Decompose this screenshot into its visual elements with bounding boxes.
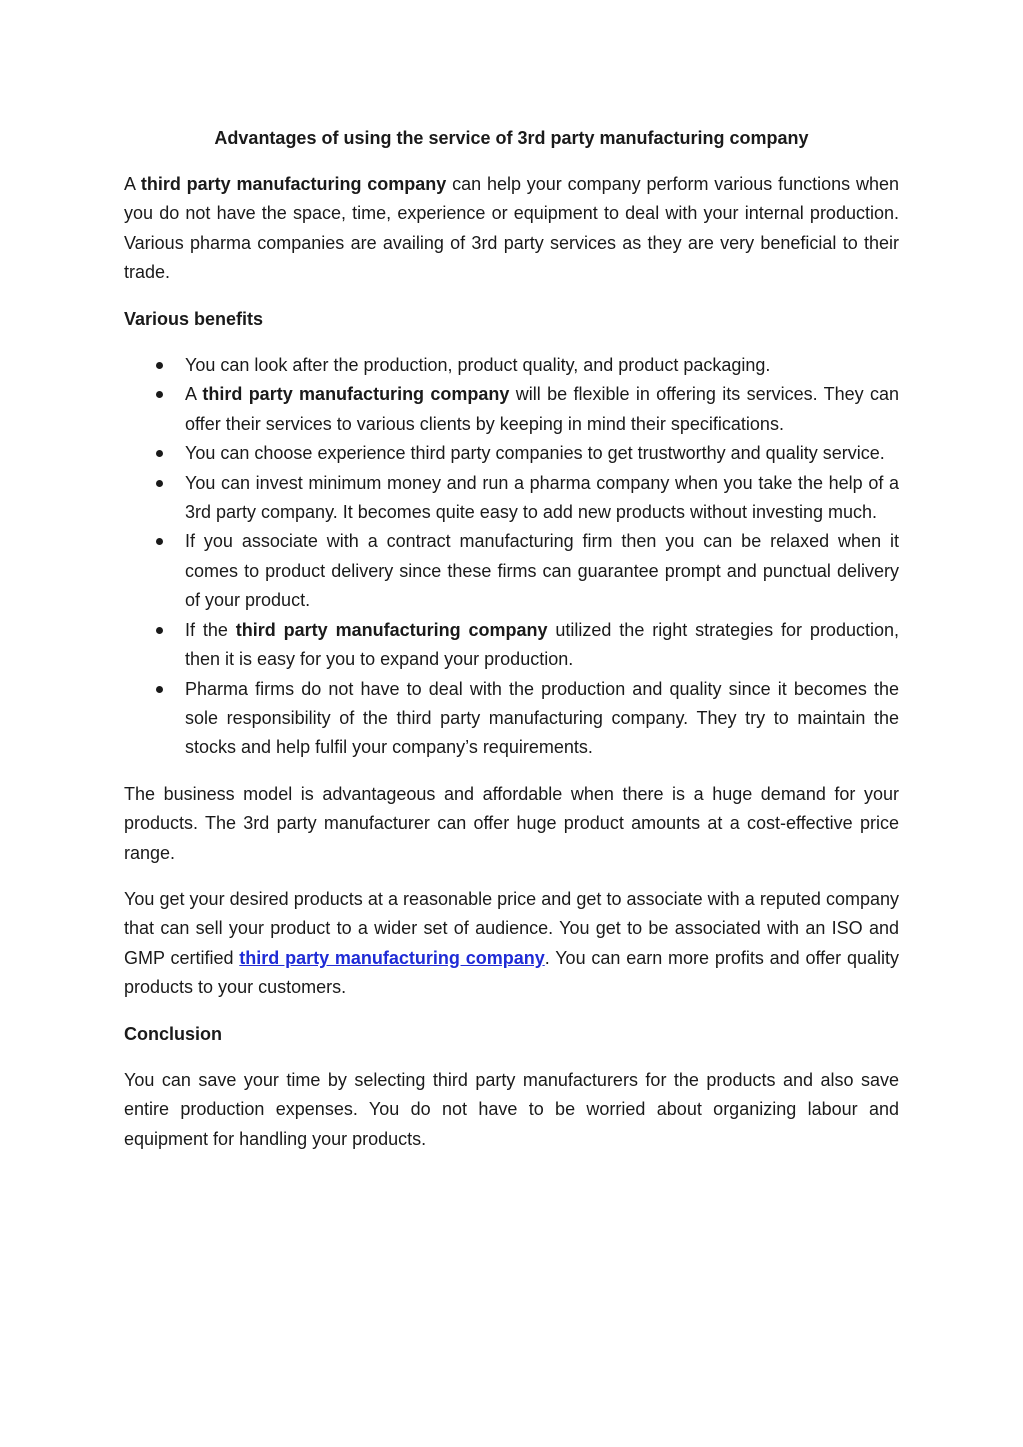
manufacturing-company-link[interactable]: third party manufacturing company — [239, 947, 545, 968]
benefit-rest: will be flexible in offering its services. They can offer their services to various clients by keeping in mind their specifications. — [185, 384, 899, 434]
intro-bold-term: third party manufacturing company — [140, 174, 447, 194]
intro-paragraph — [124, 170, 899, 288]
desired-paragraph — [124, 885, 899, 1003]
benefit-text: If you associate with a contract manufacturing firm then you can be relaxed when it comes to product delivery since these firms can guarantee prompt and punctual delivery of your product. — [185, 531, 899, 611]
intro-lead: A — [124, 174, 141, 194]
document-page — [124, 124, 899, 1171]
benefit-bold-term: third party manufacturing company — [202, 384, 510, 405]
conclusion-heading: Conclusion — [124, 1023, 222, 1044]
benefit-text: You can invest minimum money and run a pharma company when you take the help of a 3rd party company. It becomes quite easy to add new products without investing much. — [185, 472, 899, 523]
benefit-item-3 — [185, 439, 899, 468]
business-paragraph: The business model is advantageous and affordable when there is a huge demand for your products. The 3rd party manufacturer can offer huge product amounts at a cost-effective price range. — [124, 783, 899, 863]
benefits-heading: Various benefits — [124, 308, 264, 329]
benefit-item-7 — [185, 675, 899, 763]
desired-lead: You get your desired products at a reasonable price and get to associate with a reputed company that can sell your product to a wider set of audience. You get to be associated with an ISO and GMP certified — [124, 888, 899, 968]
benefits-list — [124, 351, 899, 763]
benefit-item-6 — [185, 616, 899, 675]
benefit-item-4 — [185, 469, 899, 528]
intro-rest: can help your company perform various functions when you do not have the space, time, experience or equipment to deal with your internal production. Various pharma companies are availing of 3rd party services as they are very beneficial to their trade. — [124, 174, 899, 283]
benefit-item-5 — [185, 527, 899, 615]
benefit-item-2 — [185, 380, 899, 439]
benefit-item-1 — [185, 351, 899, 380]
benefit-lead: A — [185, 384, 203, 405]
benefit-text: Pharma firms do not have to deal with the production and quality since it becomes the sole responsibility of the third party manufacturing company. They try to maintain the stocks and help fulfil your company’s requirements. — [185, 678, 899, 758]
conclusion-paragraph: You can save your time by selecting third party manufacturers for the products and also save entire production expenses. You do not have to be worried about organizing labour and equipment for handling your products. — [124, 1069, 899, 1149]
benefit-bold-term: third party manufacturing company — [235, 619, 548, 640]
benefit-rest: utilized the right strategies for production, then it is easy for you to expand your production. — [185, 619, 899, 670]
document-title: Advantages of using the service of 3rd party manufacturing company — [214, 128, 809, 148]
benefit-lead: If the — [185, 619, 236, 640]
benefit-text: You can look after the production, product quality, and product packaging. — [185, 355, 771, 376]
benefit-text: You can choose experience third party companies to get trustworthy and quality service. — [185, 443, 885, 464]
desired-rest: . You can earn more profits and offer quality products to your customers. — [124, 947, 899, 998]
